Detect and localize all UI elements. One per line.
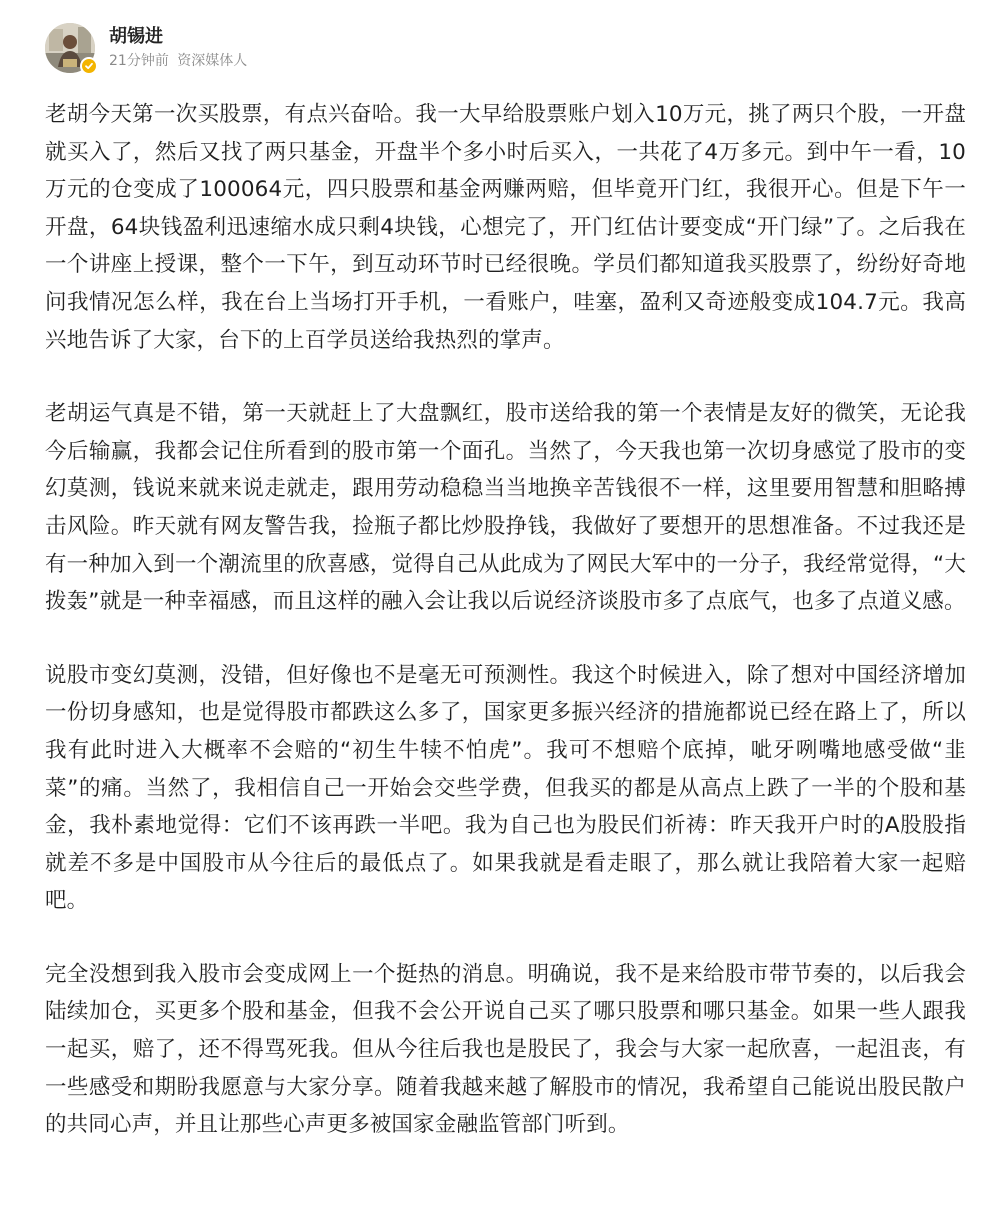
paragraph-3: 说股市变幻莫测，没错，但好像也不是毫无可预测性。我这个时候进入，除了想对中国经济增加一份切身感知，也是觉得股市都跌这么多了，国家更多振兴经济的措施都说已经在路上了，所以我有此时进入大概率不会赔的“初生牛犊不怕虎”。我可不想赔个底掉，呲牙咧嘴地感受做“韭菜”的痛。当然了，我相信自己一开始会交些学费，但我买的都是从高点上跌了一半的个股和基金，我朴素地觉得：它们不该再跌一半吧。我为自己也为股民们祈祷：昨天我开户时的A股股指就差不多是中国股市从今往后的最低点了。如果我就是看走眼了，那么就让我陪着大家一起赔吧。 [45, 662, 966, 914]
avatar-container[interactable] [45, 23, 95, 73]
paragraph-1: 老胡今天第一次买股票，有点兴奋哈。我一大早给股票账户划入10万元，挑了两只个股，一开盘就买入了，然后又找了两只基金，开盘半个多小时后买入，一共花了4万多元。到中午一看，10万元的仓变成了100064元，四只股票和基金两赚两赔，但毕竟开门红，我很开心。但是下午一开盘，64块钱盈利迅速缩水成只剩4块钱，心想完了，开门红估计要变成“开门绿”了。之后我在一个讲座上授课，整个一下午，到互动环节时已经很晚。学员们都知道我买股票了，纷纷好奇地问我情况怎么样，我在台上当场打开手机，一看账户，哇塞，盈利又奇迹般变成104.7元。我高兴地告诉了大家，台下的上百学员送给我热烈的掌声。 [45, 102, 966, 353]
author-name[interactable]: 胡锡进 [109, 26, 163, 47]
post-header [45, 20, 966, 76]
author-block [109, 25, 247, 71]
post-time: 21分钟前 [109, 53, 169, 69]
paragraph-2: 老胡运气真是不错，第一天就赶上了大盘飘红，股市送给我的第一个表情是友好的微笑，无论我今后输赢，我都会记住所看到的股市第一个面孔。当然了，今天我也第一次切身感觉了股市的变幻莫测，钱说来就来说走就走，跟用劳动稳稳当当地换辛苦钱很不一样，这里要用智慧和胆略搏击风险。昨天就有网友警告我，捡瓶子都比炒股挣钱，我做好了要想开的思想准备。不过我还是有一种加入到一个潮流里的欣喜感，觉得自己从此成为了网民大军中的一分子，我经常觉得，“大拨轰”就是一种幸福感，而且这样的融入会让我以后说经济谈股市多了点底气，也多了点道义感。 [45, 401, 966, 615]
post-body [45, 96, 966, 1144]
paragraph-4: 完全没想到我入股市会变成网上一个挺热的消息。明确说，我不是来给股市带节奏的，以后我会陆续加仓，买更多个股和基金，但我不会公开说自己买了哪只股票和哪只基金。如果一些人跟我一起买，赔了，还不得骂死我。但从今往后我也是股民了，我会与大家一起欣喜，一起沮丧，有一些感受和期盼我愿意与大家分享。随着我越来越了解股市的情况，我希望自己能说出股民散户的共同心声，并且让那些心声更多被国家金融监管部门听到。 [45, 961, 966, 1138]
post-meta [109, 51, 247, 71]
author-tag: 资深媒体人 [177, 53, 248, 69]
verified-badge-icon [80, 57, 98, 75]
